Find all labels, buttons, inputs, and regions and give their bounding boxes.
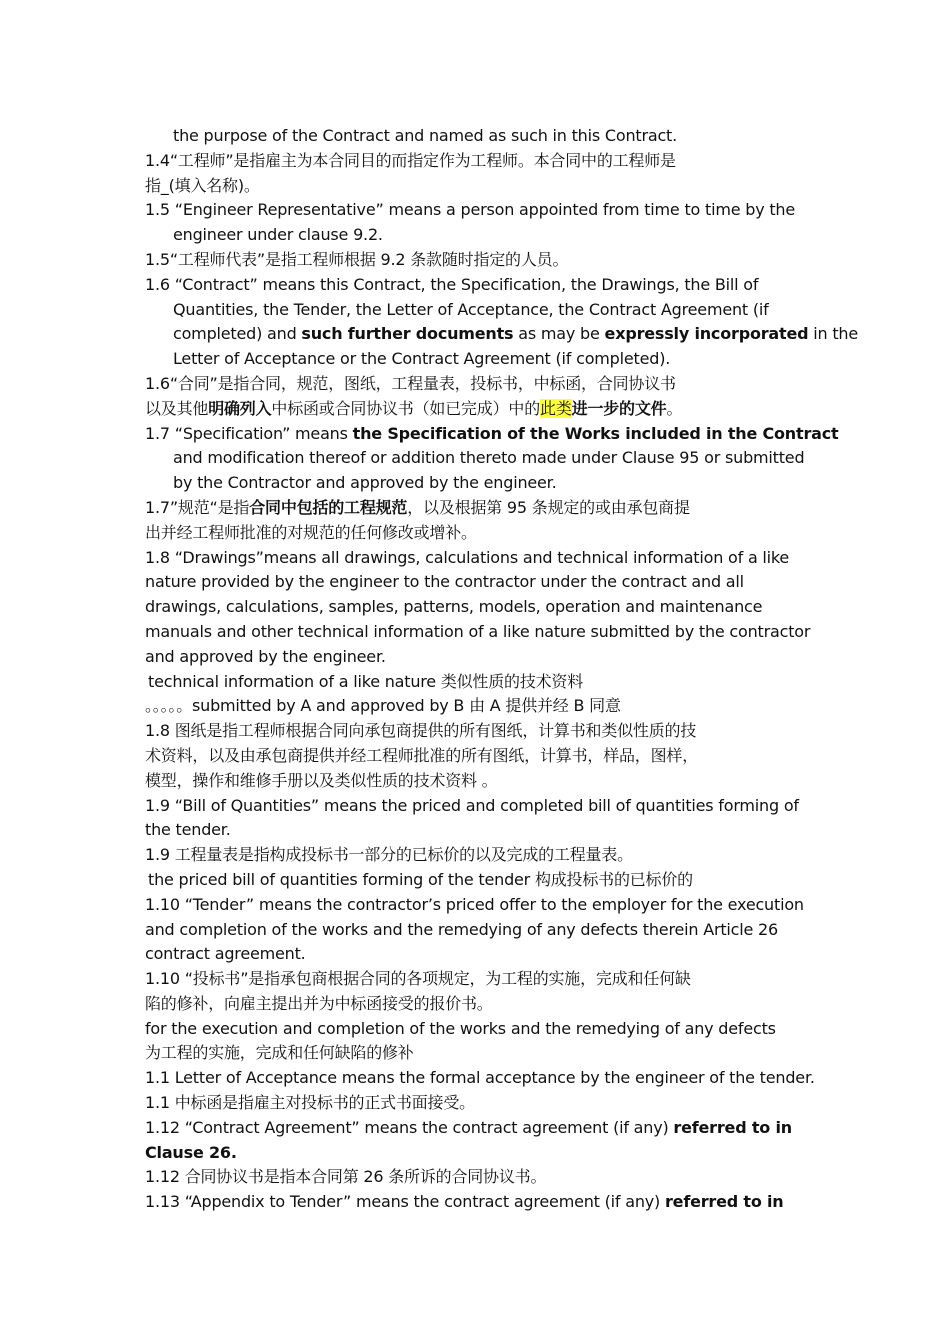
text-line bbox=[145, 422, 839, 447]
text-run: 出并经工程师批准的对规范的任何修改或增补。 bbox=[145, 522, 477, 542]
text-run: and modification thereof or addition thereto made under Clause 95 or submitted bbox=[173, 448, 805, 468]
text-line bbox=[145, 174, 810, 199]
text-line bbox=[145, 1141, 810, 1166]
text-line bbox=[145, 1165, 810, 1190]
text-line bbox=[145, 1041, 810, 1066]
text-run: 1.5 “Engineer Representative” means a person appointed from time to time by the bbox=[145, 200, 796, 220]
text-run: 为工程的实施，完成和任何缺陷的修补 bbox=[145, 1043, 414, 1063]
bold-text: 合同中包括的工程规范 bbox=[249, 497, 408, 517]
text-run: completed) and bbox=[173, 324, 302, 344]
text-line bbox=[145, 744, 810, 769]
highlighted-text: 此类 bbox=[540, 398, 572, 418]
bold-text: expressly incorporated bbox=[604, 324, 809, 344]
text-run: Quantities, the Tender, the Letter of Acceptance, the Contract Agreement (if bbox=[173, 299, 769, 319]
text-line bbox=[145, 546, 810, 571]
text-run: 1.4“工程师”是指雇主为本合同目的而指定作为工程师。本合同中的工程师是 bbox=[145, 150, 676, 170]
text-line bbox=[145, 843, 810, 868]
text-run: 以及其他 bbox=[145, 398, 209, 418]
text-run: 1.6 “Contract” means this Contract, the Specification, the Drawings, the Bill of bbox=[145, 274, 759, 294]
text-line bbox=[145, 595, 810, 620]
text-run: 1.10 “Tender” means the contractor’s priced offer to the employer for the execution bbox=[145, 894, 804, 914]
text-line bbox=[145, 496, 810, 521]
text-run: by the Contractor and approved by the engineer. bbox=[173, 473, 557, 493]
text-line bbox=[145, 397, 810, 422]
text-line bbox=[145, 446, 810, 471]
text-line bbox=[145, 769, 810, 794]
text-run: as may be bbox=[513, 324, 605, 344]
text-run: the purpose of the Contract and named as such in this Contract. bbox=[173, 126, 677, 145]
text-line bbox=[145, 1190, 810, 1215]
text-line bbox=[145, 670, 810, 695]
text-line bbox=[145, 273, 810, 298]
text-line bbox=[145, 1066, 815, 1091]
text-run: drawings, calculations, samples, patterns, models, operation and maintenance bbox=[145, 597, 763, 617]
text-line bbox=[145, 645, 810, 670]
text-line bbox=[145, 992, 810, 1017]
text-run: contract agreement. bbox=[145, 944, 306, 964]
text-run: 1.8 “Drawings”means all drawings, calculations and technical information of a like bbox=[145, 547, 790, 567]
text-run: 1.6“合同”是指合同，规范，图纸，工程量表，投标书，中标函，合同协议书 bbox=[145, 373, 676, 393]
text-line bbox=[145, 298, 810, 323]
text-line bbox=[145, 570, 810, 595]
text-line bbox=[145, 794, 810, 819]
text-run: 1.7”规范“是指 bbox=[145, 497, 250, 517]
text-run: 1.10 “投标书”是指承包商根据合同的各项规定，为工程的实施，完成和任何缺 bbox=[145, 969, 691, 989]
text-run: 1.13 “Appendix to Tender” means the contract agreement (if any) bbox=[145, 1192, 665, 1212]
text-line bbox=[145, 223, 810, 248]
document-body bbox=[145, 124, 858, 1215]
text-line bbox=[145, 967, 810, 992]
text-line bbox=[145, 322, 858, 347]
text-run: 。 bbox=[666, 398, 683, 418]
text-run: 1.9 “Bill of Quantities” means the priced and completed bill of quantities forming of bbox=[145, 795, 799, 815]
text-line bbox=[145, 620, 810, 645]
text-run: 1.12 “Contract Agreement” means the contract agreement (if any) bbox=[145, 1117, 674, 1137]
text-line bbox=[145, 124, 810, 149]
text-line bbox=[145, 347, 810, 372]
text-run: engineer under clause 9.2. bbox=[173, 225, 383, 245]
text-line bbox=[145, 818, 810, 843]
text-run: Letter of Acceptance or the Contract Agreement (if completed). bbox=[173, 349, 671, 369]
text-run: manuals and other technical information of a like nature submitted by the contractor bbox=[145, 621, 811, 641]
text-run: and approved by the engineer. bbox=[145, 646, 386, 666]
text-line bbox=[145, 198, 810, 223]
text-run: 指_(填入名称)。 bbox=[145, 175, 260, 195]
text-run: 中标函或合同协议书（如已完成）中的 bbox=[271, 398, 541, 418]
text-run: ，以及根据第 95 条规定的或由承包商提 bbox=[407, 497, 690, 517]
bold-text: referred to in bbox=[664, 1192, 784, 1212]
text-line bbox=[145, 248, 810, 273]
text-run: and completion of the works and the remedying of any defects therein Article 26 bbox=[145, 919, 778, 939]
text-line bbox=[145, 1116, 810, 1141]
bold-text: such further documents bbox=[301, 324, 514, 344]
text-line bbox=[145, 471, 810, 496]
text-run: 1.1 中标函是指雇主对投标书的正式书面接受。 bbox=[145, 1093, 475, 1113]
text-run: 1.9 工程量表是指构成投标书一部分的已标价的以及完成的工程量表。 bbox=[145, 845, 633, 865]
text-run: the tender. bbox=[145, 820, 231, 840]
text-run: 模型，操作和维修手册以及类似性质的技术资料 。 bbox=[145, 770, 498, 790]
text-run: 术资料，以及由承包商提供并经工程师批准的所有图纸，计算书，样品，图样， bbox=[145, 745, 699, 765]
bold-text: 明确列入 bbox=[208, 398, 272, 418]
text-run: the priced bill of quantities forming of the tender 构成投标书的已标价的 bbox=[148, 869, 693, 889]
text-line bbox=[145, 893, 810, 918]
text-run: 1.8 图纸是指工程师根据合同向承包商提供的所有图纸，计算书和类似性质的技 bbox=[145, 721, 697, 741]
text-line bbox=[145, 868, 810, 893]
text-run: 1.5“工程师代表”是指工程师根据 9.2 条款随时指定的人员。 bbox=[145, 249, 569, 269]
text-line bbox=[145, 719, 810, 744]
text-line bbox=[145, 918, 810, 943]
text-run: technical information of a like nature 类似性质的技术资料 bbox=[148, 671, 584, 691]
text-line bbox=[145, 1017, 810, 1042]
text-run: 。。。。。submitted by A and approved by B 由 A 提供并经 B 同意 bbox=[145, 696, 621, 716]
text-run: 1.7 “Specification” means bbox=[145, 423, 353, 443]
text-line bbox=[145, 521, 810, 546]
text-run: 1.12 合同协议书是指本合同第 26 条所诉的合同协议书。 bbox=[145, 1167, 547, 1187]
text-line bbox=[145, 1091, 810, 1116]
text-run: nature provided by the engineer to the contractor under the contract and all bbox=[145, 572, 744, 592]
text-run: in the bbox=[808, 324, 858, 344]
bold-text: Clause 26. bbox=[145, 1142, 237, 1162]
text-run: 1.1 Letter of Acceptance means the formal acceptance by the engineer of the tender. bbox=[145, 1068, 815, 1088]
bold-text: the Specification of the Works included in the Contract bbox=[352, 423, 839, 443]
text-line bbox=[145, 149, 810, 174]
text-run: for the execution and completion of the works and the remedying of any defects bbox=[145, 1018, 776, 1038]
bold-text: 进一步的文件 bbox=[571, 398, 667, 418]
text-line bbox=[145, 694, 810, 719]
bold-text: referred to in bbox=[673, 1117, 792, 1137]
text-line bbox=[145, 372, 810, 397]
text-run: 陷的修补，向雇主提出并为中标函接受的报价书。 bbox=[145, 993, 493, 1013]
text-line bbox=[145, 942, 810, 967]
